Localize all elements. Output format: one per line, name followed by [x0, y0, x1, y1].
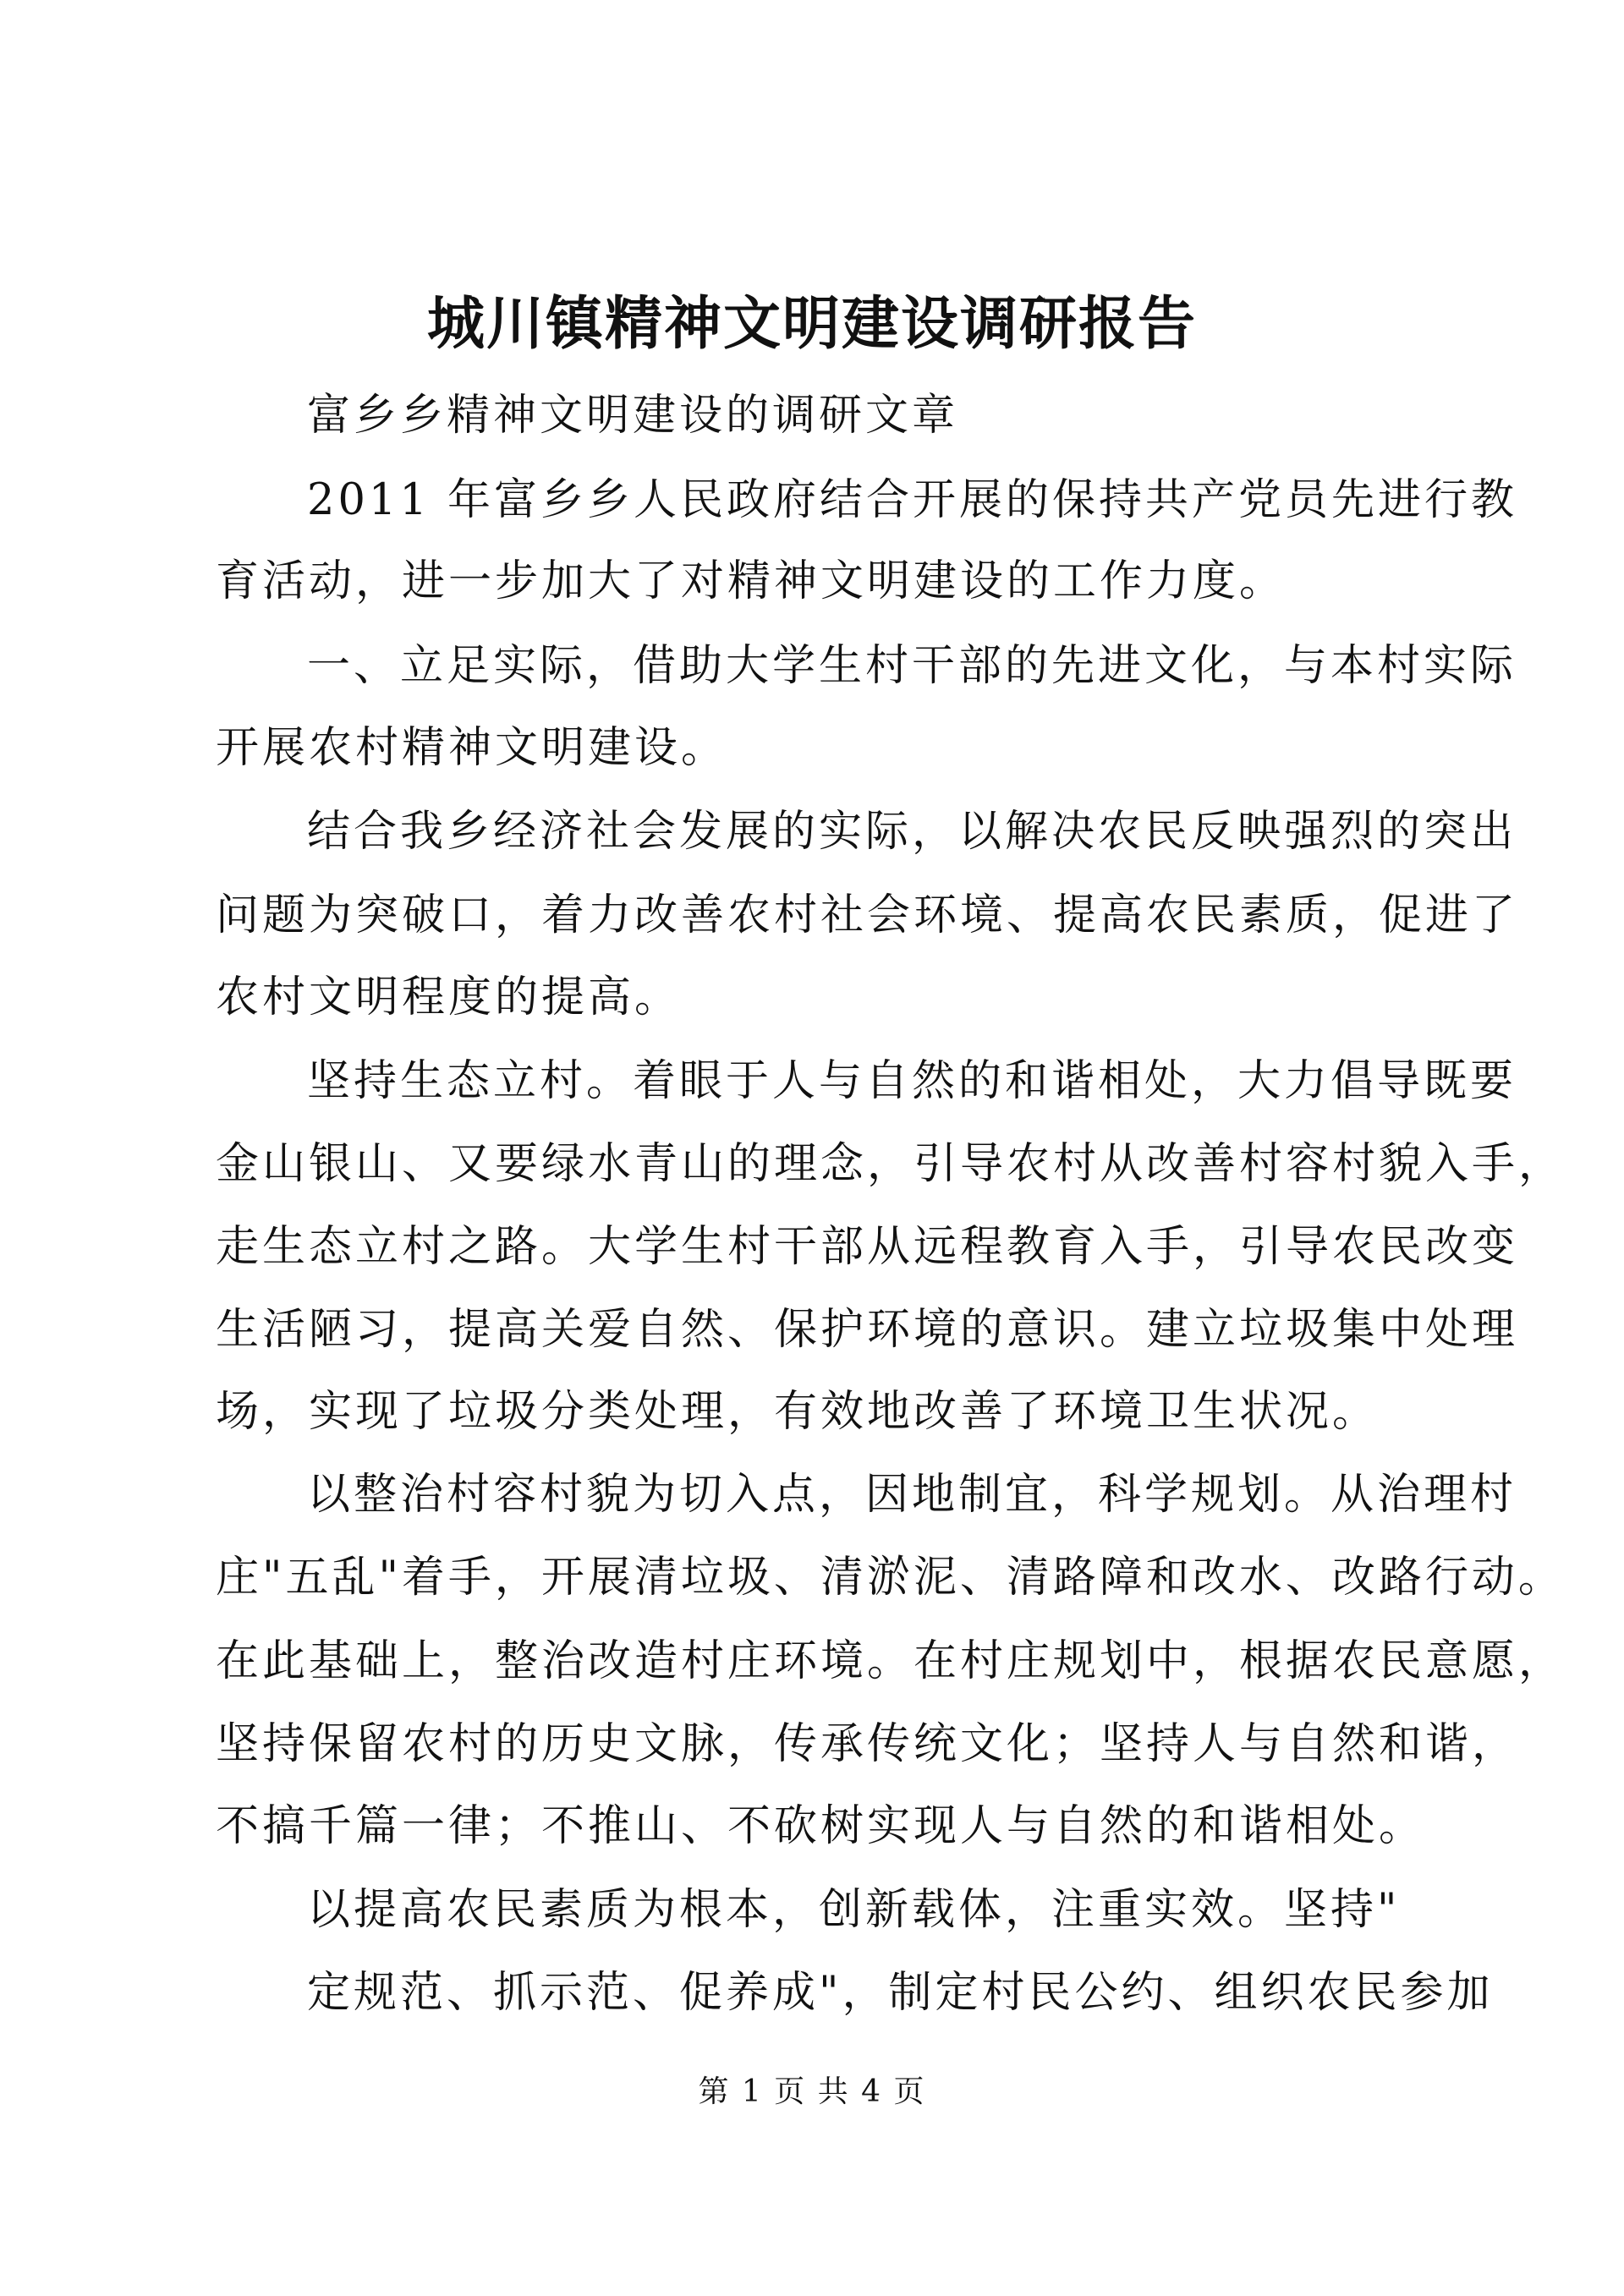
page-number-footer: 第 1 页 共 4 页 [698, 2074, 926, 2109]
paragraph-line: 不搞千篇一律；不推山、不砍树实现人与自然的和谐相处。 [216, 1801, 1426, 1851]
paragraph-line: 坚持保留农村的历史文脉，传承传统文化；坚持人与自然和谐， [216, 1719, 1519, 1769]
paragraph-line: 以整治村容村貌为切入点，因地制宜，科学规划。从治理村 [307, 1470, 1517, 1520]
document-title: 城川镇精神文明建设调研报告 [426, 290, 1197, 358]
paragraph-subtitle: 富乡乡精神文明建设的调研文章 [307, 391, 959, 441]
paragraph-line: 生活陋习，提高关爱自然、保护环境的意识。建立垃圾集中处理 [216, 1305, 1519, 1355]
paragraph-line: 一、立足实际，借助大学生村干部的先进文化，与本村实际 [307, 641, 1517, 691]
paragraph-line: 问题为突破口，着力改善农村社会环境、提高农民素质，促进了 [216, 890, 1519, 940]
paragraph-line: 走生态立村之路。大学生村干部从远程教育入手，引导农民改变 [216, 1222, 1519, 1272]
paragraph-line: 庄"五乱"着手，开展清垃圾、清淤泥、清路障和改水、改路行动。 [216, 1553, 1565, 1603]
paragraph-line: 开展农村精神文明建设。 [216, 723, 728, 773]
paragraph-line: 场，实现了垃圾分类处理，有效地改善了环境卫生状况。 [216, 1387, 1380, 1437]
paragraph-line: 在此基础上，整治改造村庄环境。在村庄规划中，根据农民意愿， [216, 1636, 1566, 1686]
paragraph-line: 农村文明程度的提高。 [216, 973, 682, 1022]
paragraph-line: 坚持生态立村。着眼于人与自然的和谐相处，大力倡导既要 [307, 1056, 1517, 1106]
paragraph-line: 定规范、抓示范、促养成"，制定村民公约、组织农民参加 [307, 1968, 1494, 2018]
paragraph-line: 结合我乡经济社会发展的实际，以解决农民反映强烈的突出 [307, 807, 1517, 857]
paragraph-line: 以提高农民素质为根本，创新载体，注重实效。坚持" [307, 1885, 1401, 1935]
paragraph-line: 金山银山、又要绿水青山的理念，引导农村从改善村容村貌入手， [216, 1139, 1566, 1189]
paragraph-line: 2011 年富乡乡人民政府结合开展的保持共产党员先进行教 [307, 475, 1518, 525]
paragraph-line: 育活动，进一步加大了对精神文明建设的工作力度。 [216, 556, 1287, 606]
